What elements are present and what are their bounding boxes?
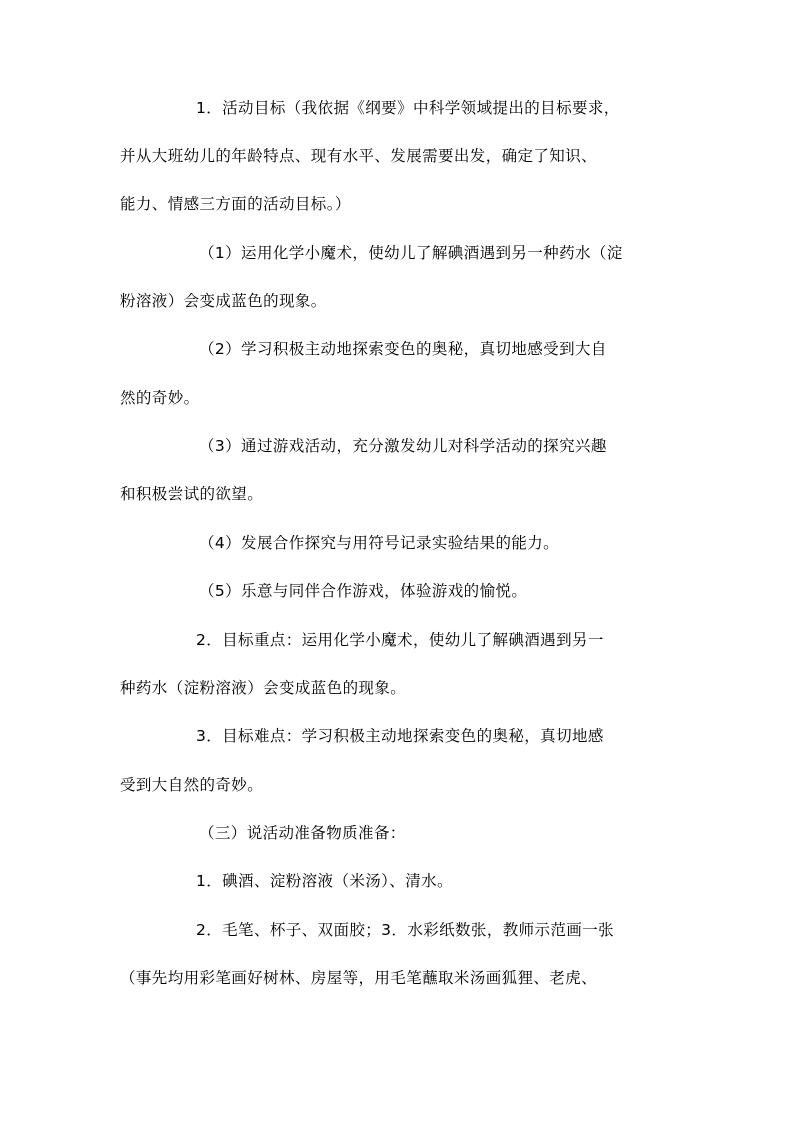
text-line: 2．目标重点：运用化学小魔术，使幼儿了解碘酒遇到另一 [196, 631, 604, 649]
text-line: 3．目标难点：学习积极主动地探索变色的奥秘，真切地感 [196, 727, 604, 745]
text-line: 粉溶液）会变成蓝色的现象。 [120, 292, 327, 310]
text-line: 并从大班幼儿的年龄特点、现有水平、发展需要出发，确定了知识、 [120, 147, 598, 165]
text-line: （4）发展合作探究与用符号记录实验结果的能力。 [199, 534, 560, 552]
text-line: 1．碘酒、淀粉溶液（米汤）、清水。 [196, 872, 453, 890]
text-line: 受到大自然的奇妙。 [120, 776, 264, 794]
text-line: 1．活动目标（我依据《纲要》中科学领域提出的目标要求， [196, 99, 620, 117]
text-line: 和积极尝试的欲望。 [120, 485, 264, 503]
text-line: （1）运用化学小魔术，使幼儿了解碘酒遇到另一种药水（淀 [199, 244, 623, 262]
text-line: 能力、情感三方面的活动目标。） [120, 195, 351, 213]
text-line: 然的奇妙。 [120, 389, 200, 407]
text-line: （三）说活动准备物质准备： [199, 824, 406, 842]
text-line: 2．毛笔、杯子、双面胶；3．水彩纸数张，教师示范画一张 [196, 921, 615, 939]
text-line: （2）学习积极主动地探索变色的奥秘，真切地感受到大自 [199, 340, 607, 358]
text-line: （3）通过游戏活动，充分激发幼儿对科学活动的探究兴趣 [199, 437, 607, 455]
text-line: （5）乐意与同伴合作游戏，体验游戏的愉悦。 [199, 582, 528, 600]
text-line: （事先均用彩笔画好树林、房屋等，用毛笔蘸取米汤画狐狸、老虎、 [120, 969, 598, 987]
text-line: 种药水（淀粉溶液）会变成蓝色的现象。 [120, 679, 407, 697]
